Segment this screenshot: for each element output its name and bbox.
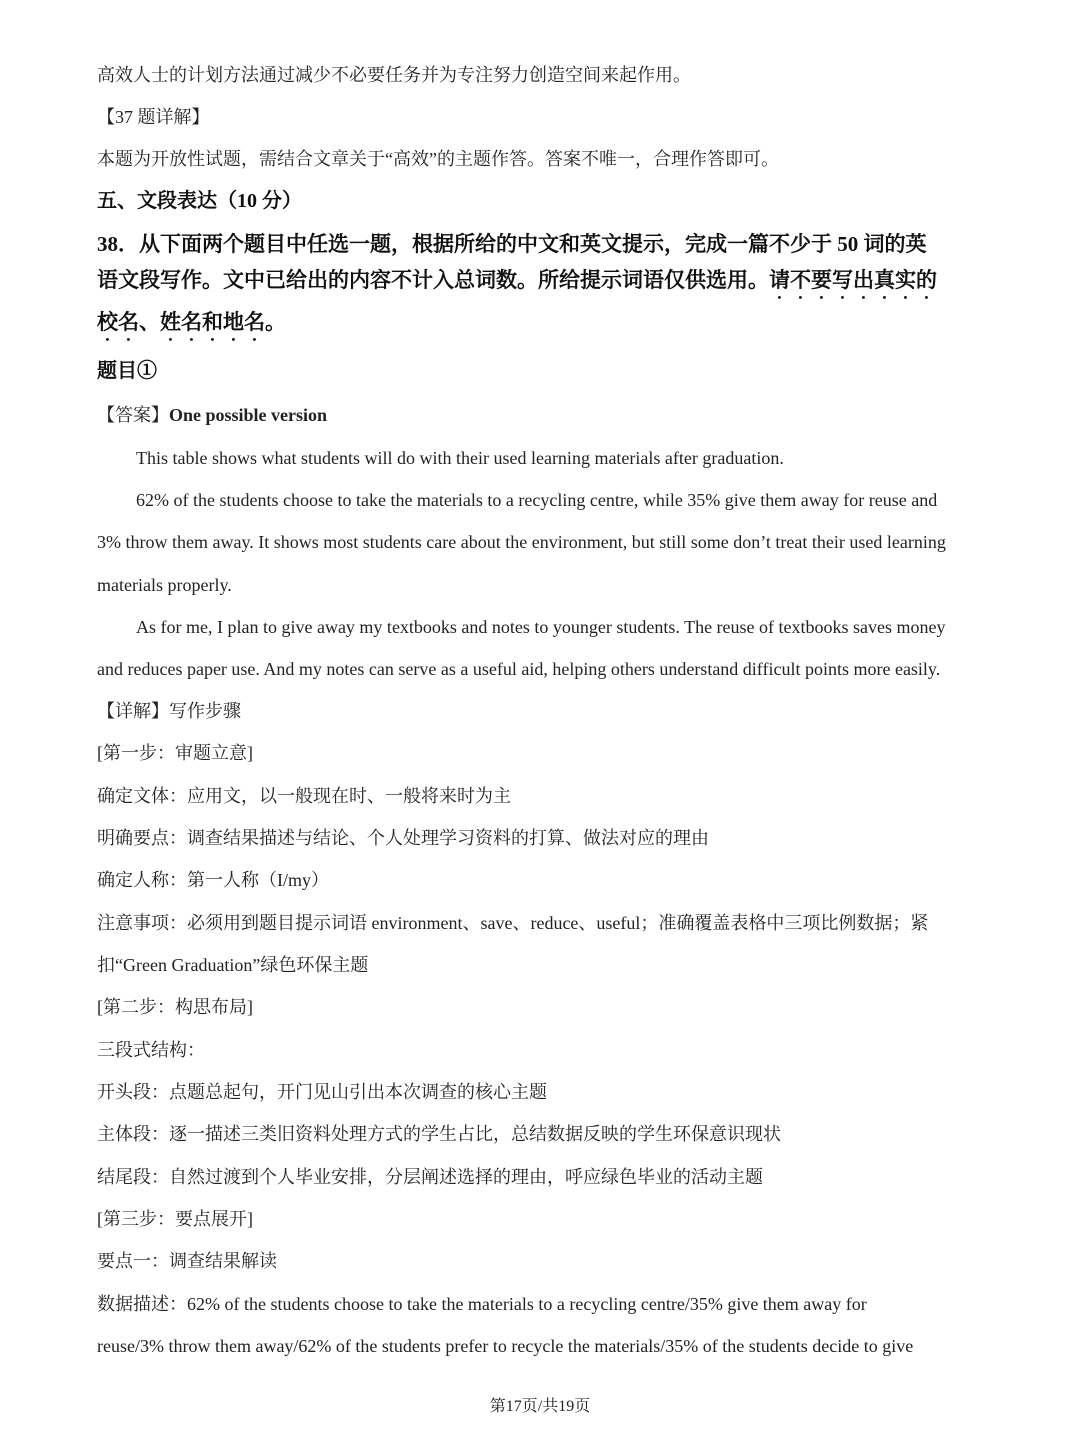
answer-paragraph-3: and reduces paper use. And my notes can serve as a useful aid, helping others understand difficult points more easily. bbox=[97, 659, 941, 679]
text-line: 本题为开放性试题，需结合文章关于“高效”的主题作答。答案不唯一，合理作答即可。 bbox=[97, 149, 779, 169]
detail-line: 主体段：逐一描述三类旧资料处理方式的学生占比，总结数据反映的学生环保意识现状 bbox=[97, 1124, 781, 1144]
detail-line: 确定文体：应用文，以一般现在时、一般将来时为主 bbox=[97, 786, 511, 806]
explanation-heading-37: 【37 题详解】 bbox=[97, 107, 210, 127]
question-text: 语文段写作。文中已给出的内容不计入总词数。所给提示词语仅供选用。 bbox=[97, 268, 769, 292]
page-number: 第17页/共19页 bbox=[489, 1398, 591, 1415]
text-line: 高效人士的计划方法通过减少不必要任务并为专注努力创造空间来起作用。 bbox=[97, 65, 691, 85]
answer-heading bbox=[97, 403, 987, 427]
question-38-line bbox=[97, 268, 987, 304]
answer-paragraph-2: materials properly. bbox=[97, 575, 232, 595]
topic-heading: 题目① bbox=[97, 360, 157, 382]
answer-paragraph-1: This table shows what students will do with their used learning materials after graduation. bbox=[136, 448, 784, 468]
answer-paragraph-2: 62% of the students choose to take the materials to a recycling centre, while 35% give them away for reuse and bbox=[136, 490, 938, 510]
detail-line: 开头段：点题总起句，开门见山引出本次调查的核心主题 bbox=[97, 1082, 547, 1102]
detail-line: 确定人称：第一人称（I/my） bbox=[97, 870, 329, 890]
detail-line: 注意事项：必须用到题目提示词语 environment、save、reduce、useful；准确覆盖表格中三项比例数据；紧 bbox=[97, 913, 929, 933]
answer-paragraph-3: As for me, I plan to give away my textbooks and notes to younger students. The reuse of textbooks saves money bbox=[136, 617, 946, 637]
emphasis-text: 请不要写出真实的 bbox=[769, 268, 937, 292]
step-heading: [第三步：要点展开] bbox=[97, 1209, 253, 1229]
detail-line: reuse/3% throw them away/62% of the students prefer to recycle the materials/35% of the students decide to give bbox=[97, 1336, 914, 1356]
answer-version: One possible version bbox=[169, 405, 328, 425]
step-heading: [第一步：审题立意] bbox=[97, 743, 253, 763]
question-38-line bbox=[97, 310, 987, 346]
detail-line: 三段式结构： bbox=[97, 1040, 205, 1060]
answer-paragraph-2: 3% throw them away. It shows most students care about the environment, but still some don’t treat their used learning bbox=[97, 532, 946, 552]
detail-line: 扣“Green Graduation”绿色环保主题 bbox=[97, 955, 369, 975]
section-heading: 五、文段表达（10 分） bbox=[97, 190, 302, 212]
step-heading: [第二步：构思布局] bbox=[97, 997, 253, 1017]
detail-line: 数据描述：62% of the students choose to take the materials to a recycling centre/35% give them away for bbox=[97, 1294, 867, 1314]
emphasis-text: 校名、姓名和地名 bbox=[97, 310, 265, 334]
answer-label: 【答案】 bbox=[97, 405, 169, 425]
detail-line: 要点一：调查结果解读 bbox=[97, 1251, 277, 1271]
detail-line: 结尾段：自然过渡到个人毕业安排，分层阐述选择的理由，呼应绿色毕业的活动主题 bbox=[97, 1167, 763, 1187]
question-38-line: 38．从下面两个题目中任选一题，根据所给的中文和英文提示，完成一篇不少于 50 词的英 bbox=[97, 232, 927, 256]
question-text: 。 bbox=[265, 310, 286, 334]
detail-line: 明确要点：调查结果描述与结论、个人处理学习资料的打算、做法对应的理由 bbox=[97, 828, 709, 848]
detail-heading: 【详解】写作步骤 bbox=[97, 701, 241, 721]
